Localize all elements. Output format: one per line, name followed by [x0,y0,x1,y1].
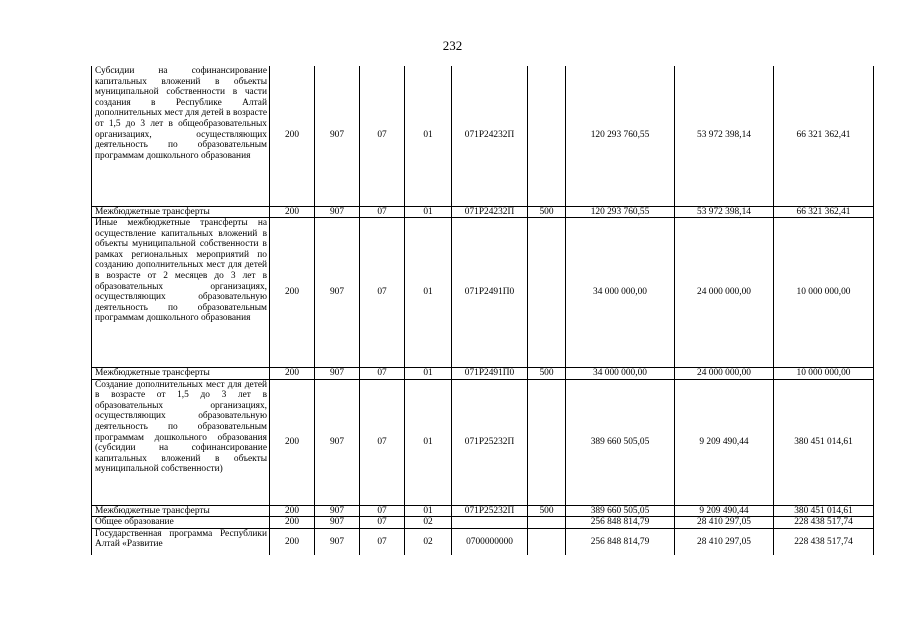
cell-c3: 07 [360,368,405,380]
cell-c1: 200 [270,206,315,218]
cell-v1: 256 848 814,79 [566,528,675,555]
cell-v2: 9 209 490,44 [675,379,774,505]
cell-v1: 389 660 505,05 [566,505,675,517]
cell-v3: 10 000 000,00 [774,218,874,368]
table-row [92,517,874,529]
table-row [92,368,874,380]
cell-c4: 01 [405,379,452,505]
cell-c4: 02 [405,528,452,555]
cell-v3: 380 451 014,61 [774,505,874,517]
cell-c2: 907 [315,206,360,218]
table-row [92,379,874,505]
cell-c2: 907 [315,528,360,555]
cell-v3: 66 321 362,41 [774,206,874,218]
cell-c1: 200 [270,505,315,517]
cell-c3: 07 [360,379,405,505]
cell-c6: 500 [528,505,566,517]
cell-c5: 0700000000 [452,528,528,555]
cell-v2: 28 410 297,05 [675,517,774,529]
cell-c4: 02 [405,517,452,529]
cell-c3: 07 [360,218,405,368]
cell-v2: 28 410 297,05 [675,528,774,555]
cell-v3: 380 451 014,61 [774,379,874,505]
cell-c5: 071P2491П0 [452,368,528,380]
cell-c1: 200 [270,218,315,368]
cell-c4: 01 [405,218,452,368]
budget-table [91,66,874,555]
cell-c2: 907 [315,66,360,206]
cell-c5: 071P25232П [452,505,528,517]
page-number: 232 [442,38,463,53]
cell-c1: 200 [270,379,315,505]
cell-c4: 01 [405,206,452,218]
cell-c3: 07 [360,206,405,218]
cell-c1: 200 [270,66,315,206]
cell-c1: 200 [270,517,315,529]
cell-c2: 907 [315,218,360,368]
cell-c5: 071P25232П [452,379,528,505]
row-name: Субсидии на софинансирование капитальных вложений в объекты муниципальной собственности в части создания в Республике Алтай дополнительных мест для детей в возрасте от 1,5 до 3 лет в общеобразовательных организациях, осуществляющих деятельность по образовательным программам дошкольного образования [92,66,270,206]
cell-v1: 256 848 814,79 [566,517,675,529]
row-name: Государственная программа Республики Алтай «Развитие [92,528,270,555]
row-name: Иные межбюджетные трансферты на осуществление капитальных вложений в объекты муниципальной собственности в рамках региональных мероприятий по созданию дополнительных мест для детей в возрасте от 2 месяцев до 3 лет в образовательных организациях, осуществляющих образовательную деятельность по образовательным программам дошкольного образования [92,218,270,368]
row-name: Межбюджетные трансферты [92,368,270,380]
table-row [92,505,874,517]
cell-c3: 07 [360,528,405,555]
cell-v2: 24 000 000,00 [675,368,774,380]
cell-c2: 907 [315,379,360,505]
cell-c6: 500 [528,206,566,218]
cell-v3: 228 438 517,74 [774,528,874,555]
row-name: Межбюджетные трансферты [92,206,270,218]
cell-c3: 07 [360,66,405,206]
cell-c6 [528,218,566,368]
cell-c5: 071P24232П [452,66,528,206]
cell-c5 [452,517,528,529]
table-row [92,218,874,368]
cell-v1: 34 000 000,00 [566,368,675,380]
cell-c6 [528,528,566,555]
cell-v2: 53 972 398,14 [675,66,774,206]
cell-c3: 07 [360,517,405,529]
cell-c2: 907 [315,368,360,380]
cell-c4: 01 [405,505,452,517]
table-row [92,66,874,206]
cell-c6 [528,66,566,206]
cell-v3: 10 000 000,00 [774,368,874,380]
cell-c4: 01 [405,66,452,206]
row-name: Создание дополнительных мест для детей в возрасте от 1,5 до 3 лет в образовательных организациях, осуществляющих образовательную деятельность по образовательным программам дошкольного образования (субсидии на софинансирование капитальных вложений в объекты муниципальной собственности) [92,379,270,505]
cell-c5: 071P2491П0 [452,218,528,368]
cell-v3: 228 438 517,74 [774,517,874,529]
table-row [92,206,874,218]
cell-c3: 07 [360,505,405,517]
cell-v1: 120 293 760,55 [566,66,675,206]
cell-v2: 9 209 490,44 [675,505,774,517]
row-name: Межбюджетные трансферты [92,505,270,517]
cell-v2: 24 000 000,00 [675,218,774,368]
cell-v1: 120 293 760,55 [566,206,675,218]
cell-c2: 907 [315,517,360,529]
cell-c6 [528,517,566,529]
cell-c6: 500 [528,368,566,380]
cell-v3: 66 321 362,41 [774,66,874,206]
cell-c5: 071P24232П [452,206,528,218]
cell-v1: 389 660 505,05 [566,379,675,505]
cell-c4: 01 [405,368,452,380]
cell-c2: 907 [315,505,360,517]
cell-c1: 200 [270,528,315,555]
cell-v2: 53 972 398,14 [675,206,774,218]
table-row [92,528,874,555]
cell-c1: 200 [270,368,315,380]
cell-v1: 34 000 000,00 [566,218,675,368]
cell-c6 [528,379,566,505]
row-name: Общее образование [92,517,270,529]
